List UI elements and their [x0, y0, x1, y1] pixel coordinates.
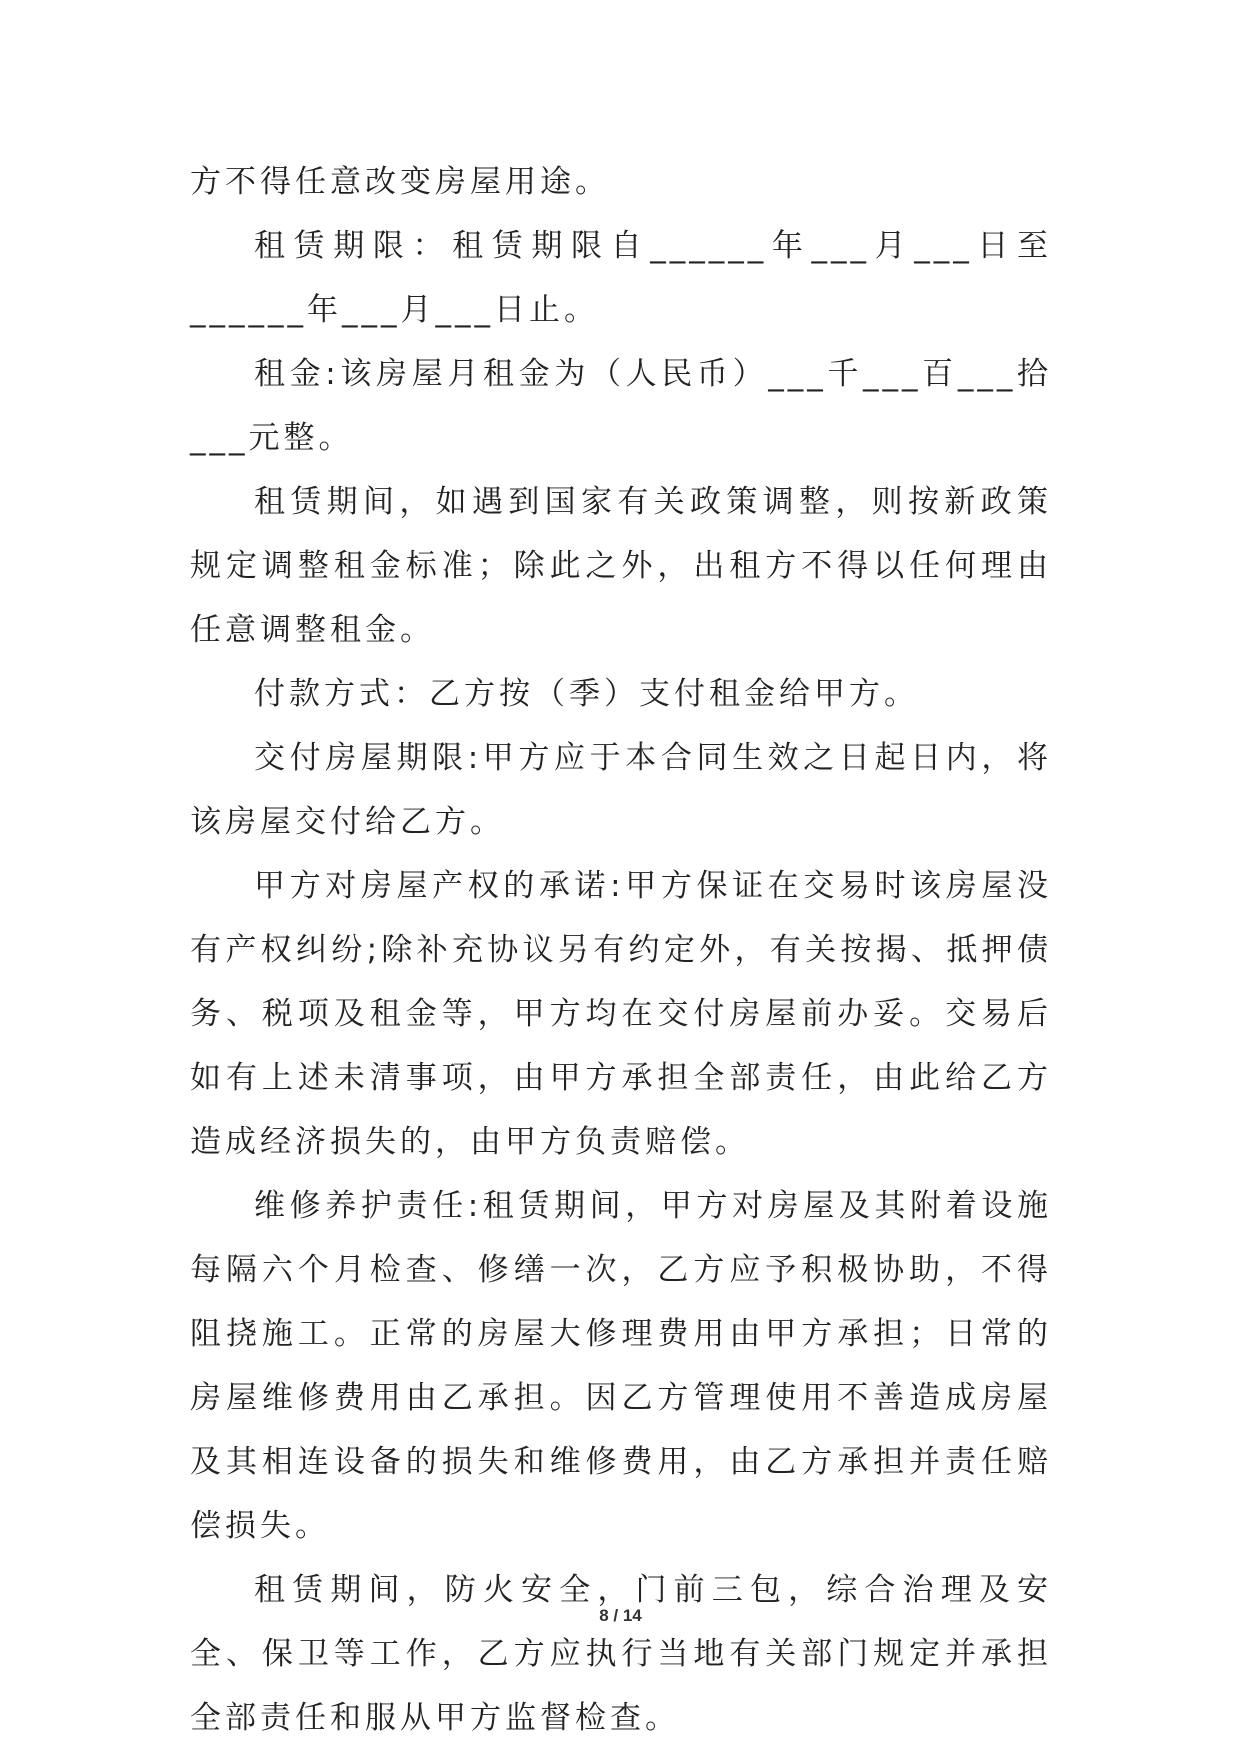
paragraph-property-rights: 甲方对房屋产权的承诺:甲方保证在交易时该房屋没有产权纠纷;除补充协议另有约定外，有关按揭、抵押债务、税项及租金等，甲方均在交付房屋前办妥。交易后如有上述未清事项，由甲方承担全部责任，由此给乙方造成经济损失的，由甲方负责赔偿。	[190, 868, 1052, 1160]
page-number: 8 / 14	[599, 1606, 642, 1625]
document-body	[190, 150, 1052, 1750]
paragraph-rent-adjustment: 租赁期间，如遇到国家有关政策调整，则按新政策规定调整租金标准；除此之外，出租方不得以任何理由任意调整租金。	[190, 484, 1052, 648]
paragraph-payment-method: 付款方式：乙方按（季）支付租金给甲方。	[254, 676, 919, 712]
paragraph-continuation: 方不得任意改变房屋用途。	[190, 164, 610, 200]
paragraph-rent-amount: 租金:该房屋月租金为（人民币）___千___百___拾___元整。	[190, 356, 1052, 456]
paragraph-delivery-deadline: 交付房屋期限:甲方应于本合同生效之日起日内，将该房屋交付给乙方。	[190, 740, 1052, 840]
paragraph-safety-duties: 租赁期间，防火安全，门前三包，综合治理及安全、保卫等工作，乙方应执行当地有关部门规定并承担全部责任和服从甲方监督检查。	[190, 1572, 1052, 1736]
paragraph-maintenance: 维修养护责任:租赁期间，甲方对房屋及其附着设施每隔六个月检查、修缮一次，乙方应予积极协助，不得阻挠施工。正常的房屋大修理费用由甲方承担；日常的房屋维修费用由乙承担。因乙方管理使用不善造成房屋及其相连设备的损失和维修费用，由乙方承担并责任赔偿损失。	[190, 1188, 1052, 1544]
paragraph-lease-term: 租赁期限：租赁期限自______年___月___日至______年___月___日止。	[190, 228, 1052, 328]
